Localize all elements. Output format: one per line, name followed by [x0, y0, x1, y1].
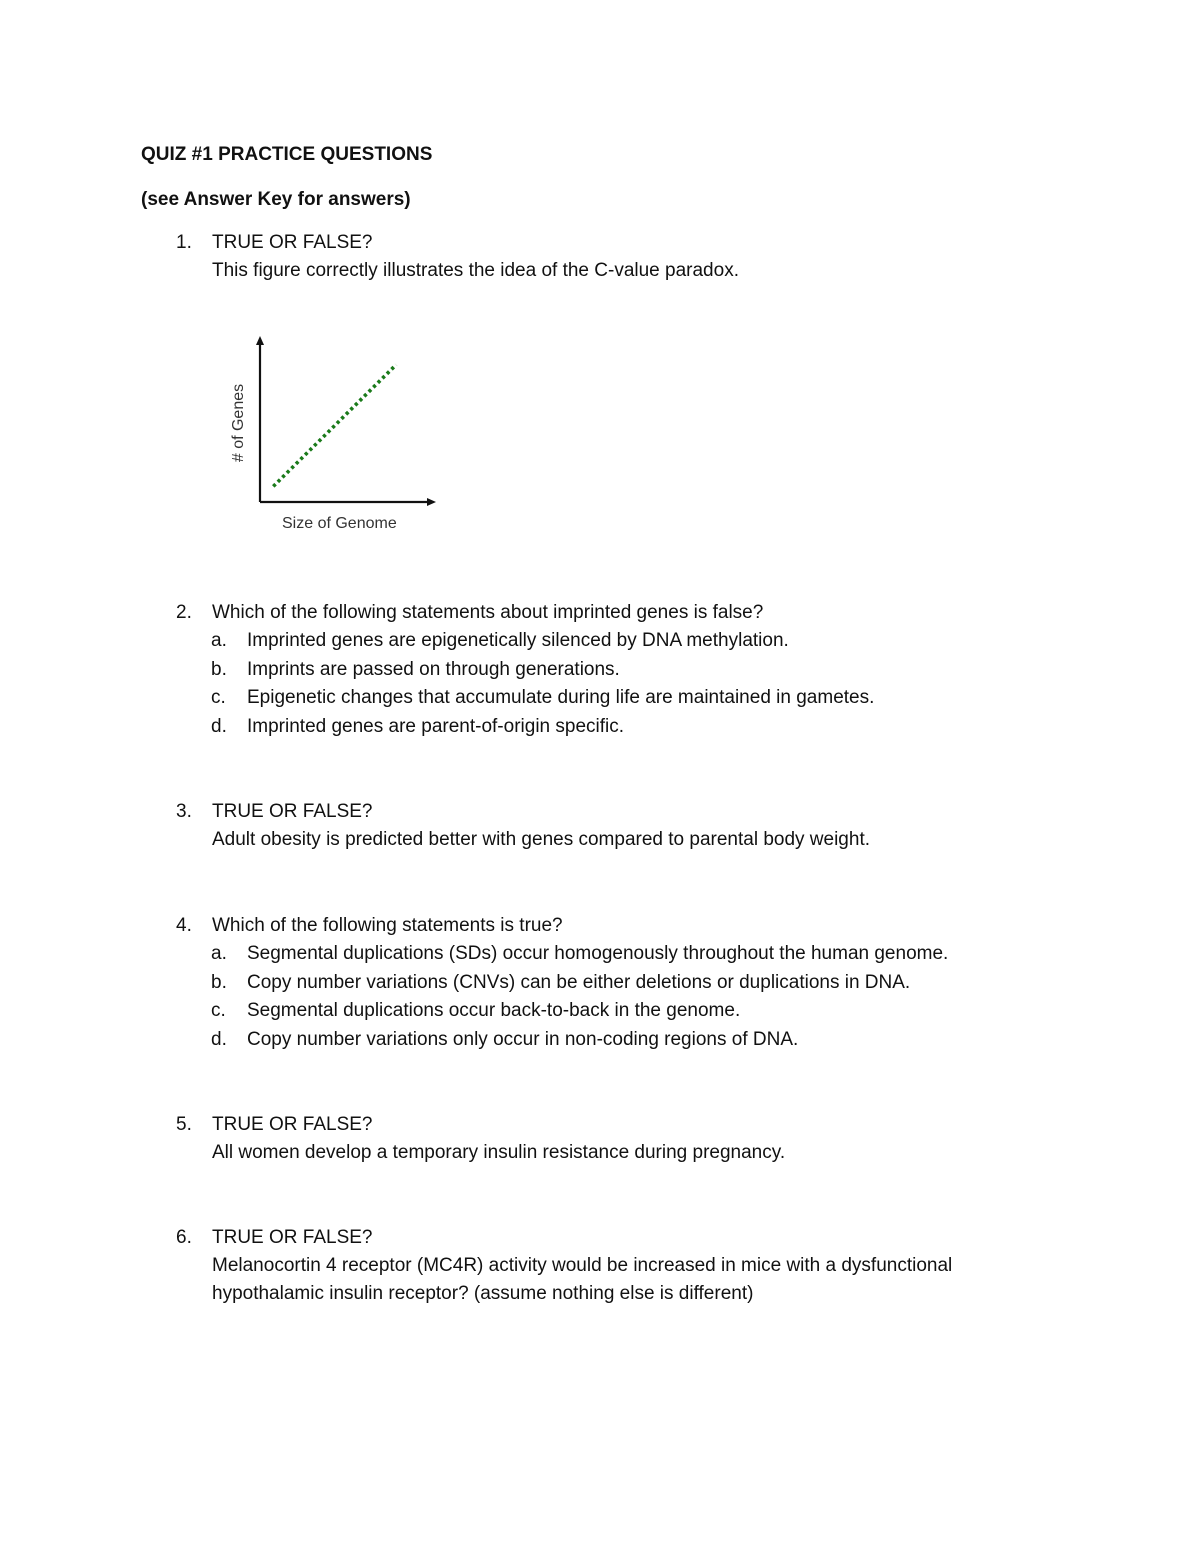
answer-options — [176, 940, 1080, 1054]
option-letter: c. — [211, 687, 226, 708]
option-letter: b. — [211, 971, 227, 993]
question-type: TRUE OR FALSE? — [212, 1227, 373, 1248]
option-letter: d. — [211, 1028, 227, 1050]
y-axis-arrow — [256, 336, 264, 345]
chart-svg — [222, 330, 452, 540]
option-text: Segmental duplications occur back-to-back in the genome. — [247, 1000, 741, 1021]
answer-option-d — [176, 1026, 1080, 1055]
answer-option-b — [176, 969, 1080, 998]
option-letter: d. — [211, 715, 227, 737]
y-axis-label: # of Genes — [230, 383, 247, 463]
answer-option-c — [176, 684, 1080, 713]
question-2 — [176, 599, 1080, 741]
question-number: 5. — [176, 1114, 192, 1135]
answer-option-c — [176, 997, 1080, 1026]
question-type: TRUE OR FALSE? — [212, 1114, 373, 1135]
option-text: Copy number variations only occur in non-coding regions of DNA. — [247, 1028, 799, 1050]
question-text: Melanocortin 4 receptor (MC4R) activity would be increased in mice with a dysfunctional — [212, 1255, 953, 1276]
option-letter: b. — [211, 658, 227, 680]
c-value-figure — [222, 330, 452, 540]
x-axis-arrow — [427, 498, 436, 506]
option-text: Copy number variations (CNVs) can be either deletions or duplications in DNA. — [247, 971, 911, 993]
question-number: 1. — [176, 232, 192, 253]
answer-option-a — [176, 627, 1080, 656]
x-axis-label: Size of Genome — [282, 515, 397, 532]
option-letter: c. — [211, 1000, 226, 1021]
question-number: 3. — [176, 801, 192, 822]
question-1 — [176, 229, 1080, 285]
question-text: All women develop a temporary insulin resistance during pregnancy. — [212, 1142, 786, 1163]
option-text: Imprinted genes are epigenetically silenced by DNA methylation. — [247, 630, 789, 651]
answer-option-a — [176, 940, 1080, 969]
option-letter: a. — [211, 630, 227, 651]
question-6 — [176, 1224, 1080, 1308]
answer-option-b — [176, 656, 1080, 685]
option-letter: a. — [211, 943, 227, 964]
question-5 — [176, 1111, 1080, 1167]
question-number: 6. — [176, 1227, 192, 1248]
page-title: QUIZ #1 PRACTICE QUESTIONS — [141, 144, 433, 165]
question-3 — [176, 798, 1080, 854]
series-line-0 — [273, 365, 396, 487]
option-text: Imprints are passed on through generations. — [247, 658, 620, 680]
question-text: Which of the following statements is true? — [212, 915, 563, 936]
question-text: This figure correctly illustrates the idea of the C-value paradox. — [212, 260, 739, 281]
question-number: 2. — [176, 602, 192, 623]
question-4 — [176, 912, 1080, 1054]
question-type: TRUE OR FALSE? — [212, 232, 373, 253]
question-text-continued: hypothalamic insulin receptor? (assume nothing else is different) — [212, 1283, 754, 1304]
question-number: 4. — [176, 915, 192, 936]
answer-option-d — [176, 713, 1080, 742]
option-text: Segmental duplications (SDs) occur homogenously throughout the human genome. — [247, 943, 949, 964]
page-subtitle: (see Answer Key for answers) — [141, 189, 411, 210]
question-text: Which of the following statements about imprinted genes is false? — [212, 602, 764, 623]
question-text: Adult obesity is predicted better with genes compared to parental body weight. — [212, 829, 870, 850]
option-text: Epigenetic changes that accumulate during life are maintained in gametes. — [247, 687, 875, 708]
answer-options — [176, 627, 1080, 741]
option-text: Imprinted genes are parent-of-origin specific. — [247, 715, 625, 737]
question-type: TRUE OR FALSE? — [212, 801, 373, 822]
